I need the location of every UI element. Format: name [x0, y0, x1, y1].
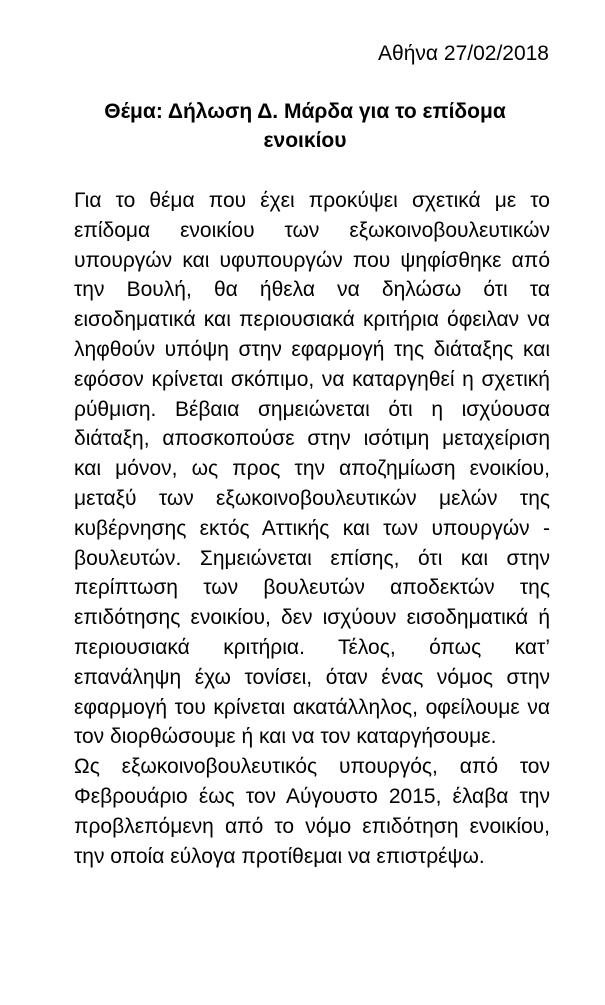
date-line: Αθήνα 27/02/2018 [378, 42, 549, 65]
paragraph-2: Ως εξωκοινοβουλευτικός υπουργός, από τον Φεβρουάριο έως τον Αύγουστο 2015, έλαβα την προβλεπόμενη από το νόμο επιδότηση ενοικίου, την οποία εύλογα προτίθεμαι να επιστρέψω. [74, 755, 550, 868]
subject-heading: Θέμα: Δήλωση Δ. Μάρδα για το επίδομα ενοικίου [104, 100, 506, 152]
statement-body [74, 186, 550, 871]
paragraph-1: Για το θέμα που έχει προκύψει σχετικά με το επίδομα ενοικίου των εξωκοινοβουλευτικών υπουργών και υφυπουργών που ψηφίσθηκε από την Βουλή, θα ήθελα να δηλώσω ότι τα εισοδηματικά και περιουσιακά κριτήρια όφειλαν να ληφθούν υπόψη στην εφαρμογή της διάταξης και εφόσον κρίνεται σκόπιμο, να καταργηθεί η σχετική ρύθμιση. Βέβαια σημειώνεται ότι η ισχύουσα διάταξη, αποσκοπούσε στην ισότιμη μεταχείριση και μόνον, ως προς την αποζημίωση ενοικίου, μεταξύ των εξωκοινοβουλευτικών μελών της κυβέρνησης εκτός Αττικής και των υπουργών - βουλευτών. Σημειώνεται επίσης, ότι και στην περίπτωση των βουλευτών αποδεκτών της επιδότησης ενοικίου, δεν ισχύουν εισοδηματικά ή περιουσιακά κριτήρια. Τέλος, όπως κατ’ επανάληψη έχω τονίσει, όταν ένας νόμος στην εφαρμογή του κρίνεται ακατάλληλος, οφείλουμε να τον διορθώσουμε ή και να τον καταργήσουμε. [74, 189, 550, 749]
